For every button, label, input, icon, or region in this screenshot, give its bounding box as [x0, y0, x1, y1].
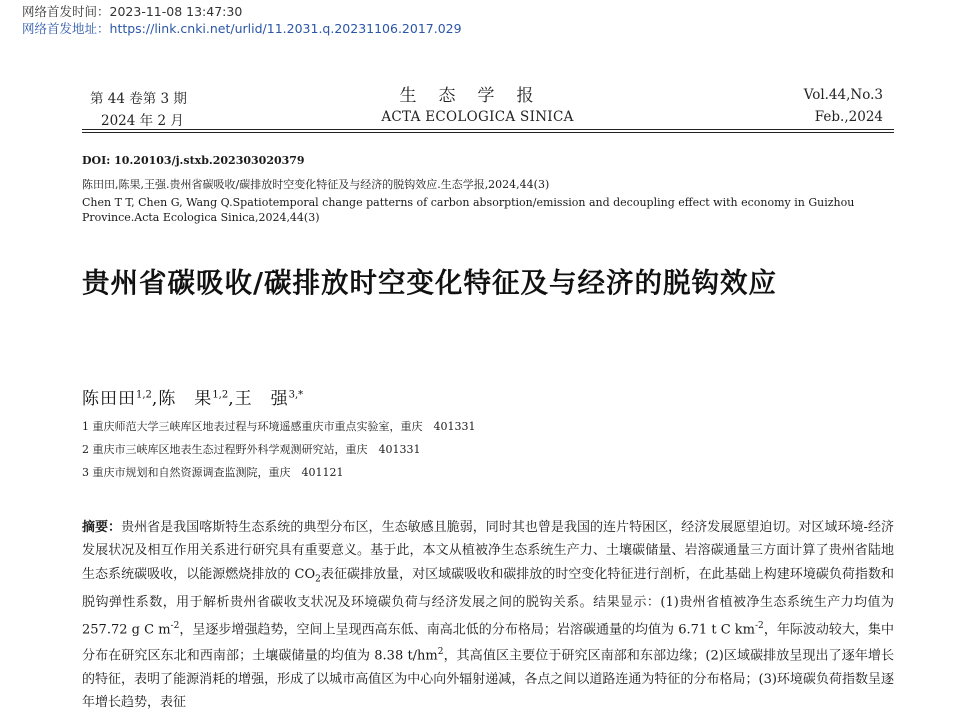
affiliation: 1 重庆师范大学三峡库区地表过程与环境遥感重庆市重点实验室，重庆 401331 [82, 420, 476, 433]
paper-title: 贵州省碳吸收/碳排放时空变化特征及与经济的脱钩效应 [82, 267, 778, 299]
citation-cn: 陈田田,陈果,王强.贵州省碳吸收/碳排放时空变化特征及与经济的脱钩效应.生态学报,2024,44(3) [82, 178, 550, 191]
online-time-label: 网络首发时间： [22, 4, 110, 19]
header-rule-thin [82, 132, 894, 133]
online-publish-address [22, 19, 462, 37]
citation-en: Chen T T, Chen G, Wang Q.Spatiotemporal change patterns of carbon absorption/emission and decoupling effect with economy in Guizhou Province.Acta Ecologica Sinica,2024,44(3) [82, 196, 855, 224]
volume-en: Vol.44,No.3 [803, 87, 883, 103]
abstract [82, 516, 894, 715]
journal-name-cn: 生态学报 [399, 86, 556, 106]
header-rule-thick [82, 129, 894, 130]
abstract-text: ，呈逐步增强趋势，空间上呈现西高东低、南高北低的分布格局；岩溶碳通量的均值为 6.71 t C km [179, 622, 756, 638]
abstract-superscript: -2 [170, 620, 180, 631]
abstract-superscript: -2 [755, 620, 764, 631]
author-name: 陈 果 [158, 389, 213, 409]
journal-name-en: ACTA ECOLOGICA SINICA [381, 109, 574, 125]
online-address-label: 网络首发地址： [22, 21, 110, 36]
affiliation: 3 重庆市规划和自然资源调查监测院，重庆 401121 [82, 466, 344, 479]
author-name: 王 强 [234, 389, 289, 409]
abstract-text: 贵州省是我国喀斯特生态系统的典型分布区，生态敏感且脆弱，同时其也曾是我国的连片特困区，经济发展愿望迫切。对区域环境-经济发展状况及相互作用关系进行研究具有重要意义。基于此，本文从植被净生态系统生产力、土壤碳储量、岩溶碳通量三方面计算了贵州省陆地生态系统碳吸收，以能源燃烧排放的 CO [82, 520, 894, 582]
online-publish-time [22, 2, 242, 20]
abstract-subscript: 2 [315, 574, 321, 585]
author-name: 陈田田 [82, 389, 136, 409]
author-list: 陈田田$^{1,2}$,陈 果$^{1,2}$,王 强$^{3,*}$ [82, 389, 304, 409]
date-cn: 2024 年 2 月 [101, 113, 184, 129]
author-affiliation-mark: 3,* [288, 389, 304, 401]
online-time-value: 2023-11-08 13:47:30 [109, 4, 243, 19]
abstract-text: ，年际波动较大，集中分布在研究区东北和西南部；土壤碳储量的均值为 8.38 t/hm [82, 622, 894, 664]
affiliation: 2 重庆市三峡库区地表生态过程野外科学观测研究站，重庆 401331 [82, 443, 421, 456]
author-affiliation-mark: 1,2 [136, 389, 152, 401]
author-affiliation-mark: 1,2 [212, 389, 229, 401]
abstract-text: 表征碳排放量，对区域碳吸收和碳排放的时空变化特征进行剖析，在此基础上构建环境碳负荷指数和脱钩弹性系数，用于解析贵州省碳收支状况及环境碳负荷与经济发展之间的脱钩关系。结果显示：(1)贵州省植被净生态系统生产力均值为 257.72 g C m [82, 566, 894, 638]
online-address-link[interactable]: https://link.cnki.net/urlid/11.2031.q.20231106.2017.029 [109, 21, 462, 36]
doi: DOI: 10.20103/j.stxb.202303020379 [82, 154, 305, 167]
abstract-superscript: 2 [437, 647, 444, 658]
volume-cn: 第 44 卷第 3 期 [90, 91, 187, 107]
abstract-text: ，其高值区主要位于研究区南部和东部边缘；(2)区域碳排放呈现出了逐年增长的特征，表明了能源消耗的增强，形成了以城市高值区为中心向外辐射递减，各点之间以道路连通为特征的分布格局；(3)环境碳负荷指数呈逐年增长趋势，表征 [82, 648, 894, 711]
date-en: Feb.,2024 [814, 109, 883, 125]
abstract-label: 摘要： [82, 520, 122, 535]
